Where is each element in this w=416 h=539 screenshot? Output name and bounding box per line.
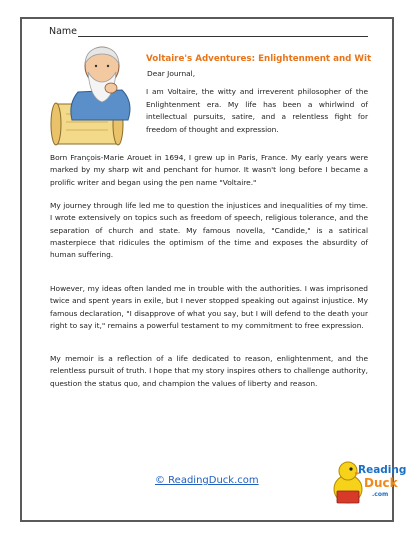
journal-greeting: Dear Journal, [147, 69, 196, 78]
paragraph-intro: I am Voltaire, the witty and irreverent philosopher of the Enlightenment era. My life has been a whirlwind of intellectual pursuits, satire, and a relentless fight for freedom of thought and expression. [146, 87, 368, 134]
logo-text-reading: Reading [358, 464, 407, 476]
paragraph-early-life: Born François-Marie Arouet in 1694, I grew up in Paris, France. My early years were marked by my sharp wit and penchant for humor. It wasn't long before I became a prolific writer and began using the pen name "Voltaire." [50, 153, 368, 187]
name-label: Name [49, 26, 78, 37]
paragraph-journey: My journey through life led me to question the injustices and inequalities of my time. I wrote extensively on topics such as freedom of speech, religious tolerance, and the separation of church and state. My famous novella, "Candide," is a satirical masterpiece that ridicules the optimism of the time and exposes the absurdity of human suffering. [50, 201, 368, 260]
reading-duck-logo [328, 445, 407, 511]
logo-text-duck: Duck [364, 476, 398, 490]
worksheet-title: Voltaire's Adventures: Enlightenment and Wit [146, 54, 372, 64]
logo-text-com: .com [372, 491, 389, 498]
readingduck-link[interactable]: © ReadingDuck.com [155, 475, 259, 486]
paragraph-memoir: My memoir is a reflection of a life dedicated to reason, enlightenment, and the relentless pursuit of truth. I hope that my story inspires others to challenge authority, question the status quo, and champion the values of liberty and reason. [50, 354, 368, 388]
name-field-line[interactable] [78, 36, 368, 37]
philosopher-with-scroll-illustration [48, 42, 140, 150]
paragraph-trouble: However, my ideas often landed me in trouble with the authorities. I was imprisoned twice and spent years in exile, but I never stopped speaking out against injustice. My famous declaration, "I disapprove of what you say, but I will defend to the death your right to say it," remains a powerful testament to my commitment to free expression. [50, 284, 368, 331]
